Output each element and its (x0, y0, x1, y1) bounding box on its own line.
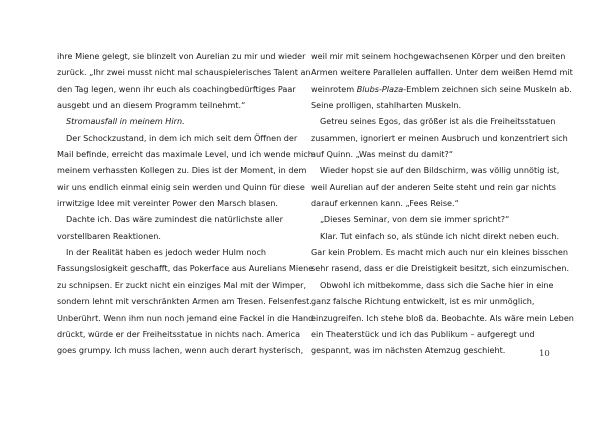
text-line: zusammen, ignoriert er meinen Ausbruch und konzentriert sich (311, 132, 568, 143)
text-line: zu schnipsen. Er zuckt nicht ein einziges Mal mit der Wimper, (57, 279, 307, 290)
left-page-text (57, 48, 314, 359)
text-line: gespannt, was im nächsten Atemzug geschieht. (311, 345, 506, 356)
text-line: Getreu seines Egos, das größer ist als die Freiheitsstatuen (320, 116, 556, 127)
text-line: Armen weitere Parallelen auffallen. Unter dem weißen Hemd mit (311, 67, 573, 78)
text-run: weinrotem (311, 83, 357, 94)
text-line: Unberührt. Wenn ihm nun noch jemand eine Fackel in die Hand (57, 312, 314, 323)
text-run: -Emblem zeichnen sich seine Muskeln ab. (403, 83, 572, 94)
italic-brand: Blubs-Plaza (356, 83, 404, 94)
text-line: Der Schockzustand, in dem ich mich seit dem Öffnen der (66, 132, 298, 143)
text-line: Seine prolligen, stahlharten Muskeln. (311, 100, 462, 111)
text-line: Wieder hopst sie auf den Bildschirm, was völlig unnötig ist, (320, 165, 560, 176)
text-line (57, 113, 285, 129)
text-line: goes grumpy. Ich muss lachen, wenn auch derart hysterisch, (57, 345, 304, 356)
text-line: Klar. Tut einfach so, als stünde ich nicht direkt neben euch. (320, 230, 560, 241)
text-line: sondern lehnt mit verschränkten Armen am Tresen. Felsenfest. (57, 296, 312, 307)
text-line: sehr rasend, dass er die Dreistigkeit besitzt, sich einzumischen. (311, 263, 570, 274)
text-line: Mail befinde, erreicht das maximale Level, und ich wende mich (57, 149, 313, 160)
text-line: irrwitzige Idee mit vereinter Power den Marsch blasen. (57, 198, 279, 209)
text-line: drückt, würde er der Freiheitsstatue in nichts nach. America (57, 328, 301, 339)
text-line: wir uns endlich einmal einig sein werden und Quinn für diese (57, 181, 305, 192)
text-line: ein Theaterstück und ich das Publikum – aufgeregt und (311, 328, 535, 339)
text-line: „Dieses Seminar, von dem sie immer spricht?“ (320, 214, 510, 225)
text-line: Fassungslosigkeit geschafft, das Pokerface aus Aurelians Miene (57, 263, 314, 274)
text-line: darauf erkennen kann. „Fees Reise.“ (311, 198, 459, 209)
page-number: 10 (539, 349, 550, 359)
text-line: ihre Miene gelegt, sie blinzelt von Aurelian zu mir und wieder (57, 51, 306, 61)
text-line: auf Quinn. „Was meinst du damit?“ (311, 149, 454, 160)
italic-thought: Stromausfall in meinem Hirn. (66, 116, 185, 127)
text-line: ausgebt und an diesem Programm teilnehmt.“ (57, 100, 246, 111)
text-line: weil mir mit seinem hochgewachsenen Körper und den breiten (311, 51, 566, 61)
text-line: weil Aurelian auf der anderen Seite steht und rein gar nichts (311, 181, 556, 192)
text-line: zurück. „Ihr zwei musst nicht mal schauspielerisches Talent an (57, 67, 311, 78)
text-line: Gar kein Problem. Es macht mich auch nur ein kleines bisschen (311, 247, 568, 258)
text-line: ganz falsche Richtung entwickelt, ist es mir unmöglich, (311, 296, 535, 307)
text-line: den Tag legen, wenn ihr euch als coachingbedürftiges Paar (57, 83, 296, 94)
text-line: meinem verhassten Kollegen zu. Dies ist der Moment, in dem (57, 165, 307, 176)
text-line: Obwohl ich mitbekomme, dass sich die Sache hier in eine (320, 279, 554, 290)
text-line: vorstellbaren Reaktionen. (57, 230, 161, 241)
text-line: In der Realität haben es jedoch weder Hulm noch (66, 247, 267, 258)
text-line: Dachte ich. Das wäre zumindest die natürlichste aller (66, 214, 283, 225)
right-page (300, 0, 600, 424)
text-line (311, 81, 572, 97)
text-line: einzugreifen. Ich stehe bloß da. Beobachte. Als wäre mein Leben (311, 312, 574, 323)
